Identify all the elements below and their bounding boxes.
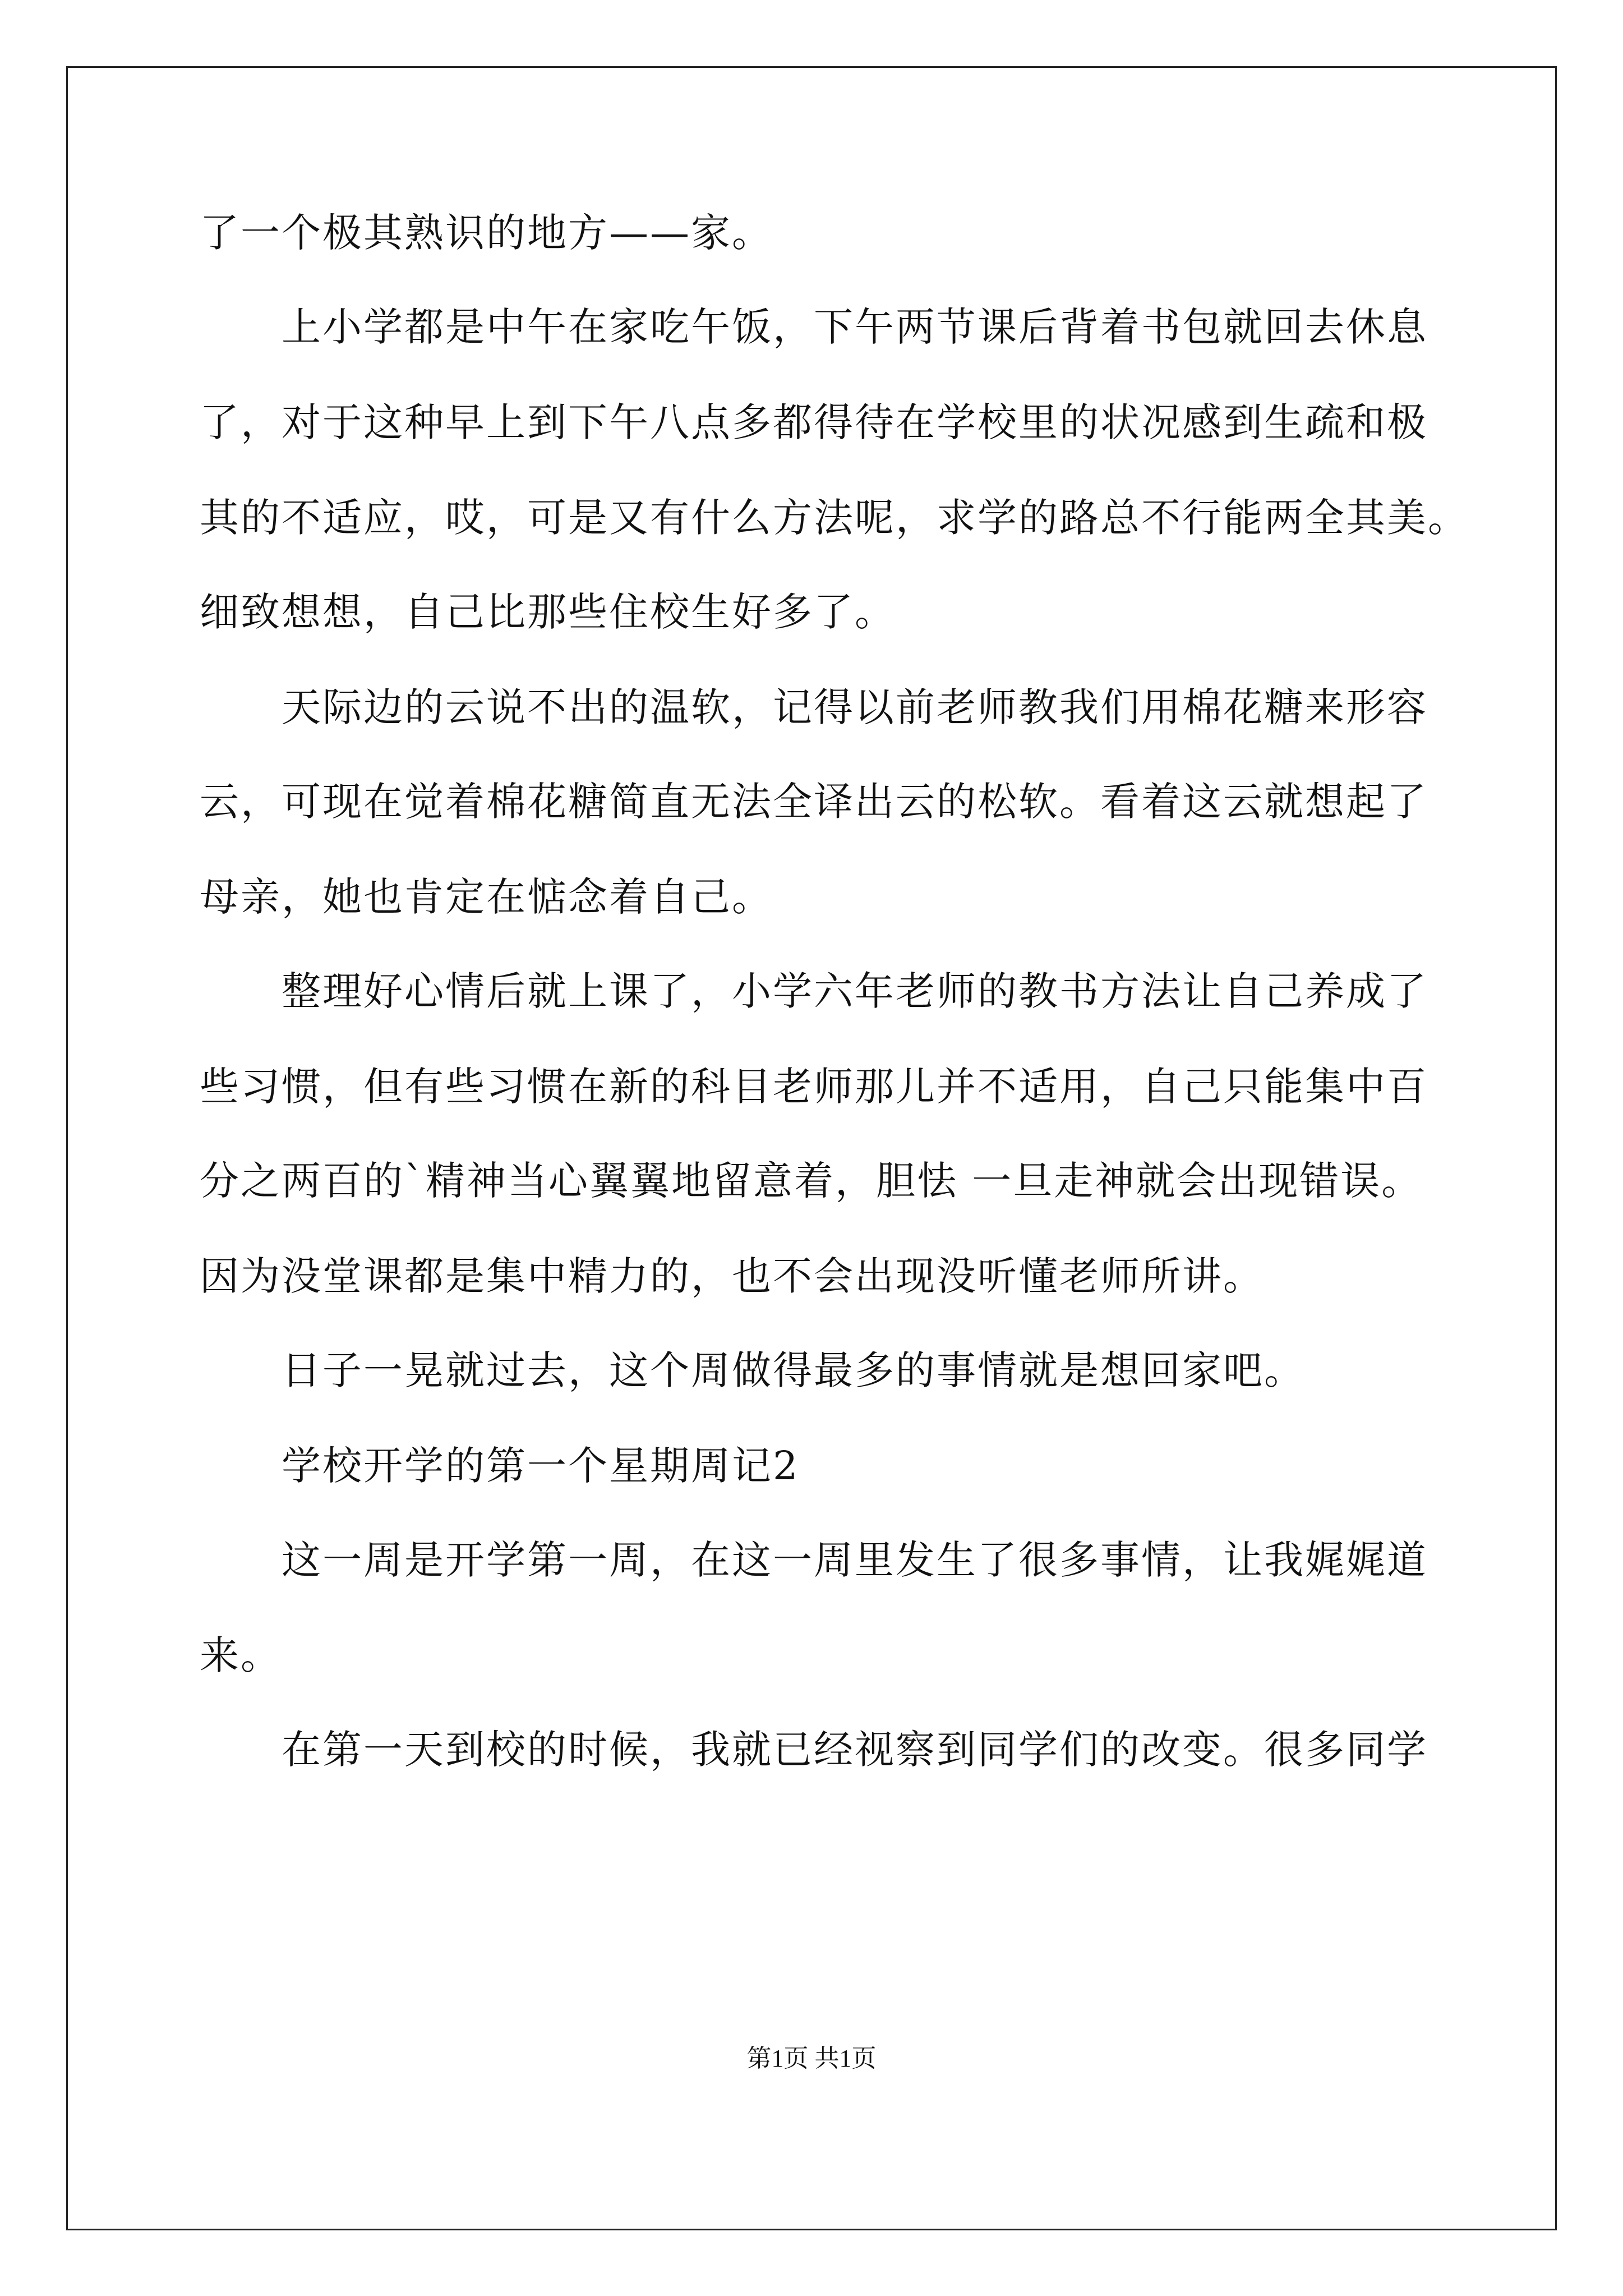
section-heading: 学校开学的第一个星期周记2	[282, 1443, 800, 1489]
page-border	[66, 66, 1557, 2230]
text-line: 母亲，她也肯定在惦念着自己。	[200, 874, 773, 920]
text-line: 因为没堂课都是集中精力的，也不会出现没听懂老师所讲。	[200, 1253, 1264, 1299]
paragraph-start-line: 在第一天到校的时候，我就已经视察到同学们的改变。很多同学	[282, 1727, 1428, 1773]
text-line: 些习惯，但有些习惯在新的科目老师那儿并不适用，自己只能集中百	[200, 1064, 1428, 1110]
text-line: 其的不适应，哎，可是又有什么方法呢，求学的路总不行能两全其美。	[200, 495, 1469, 541]
paragraph-start-line: 天际边的云说不出的温软，记得以前老师教我们用棉花糖来形容	[282, 684, 1428, 730]
text-line: 云，可现在觉着棉花糖简直无法全译出云的松软。看着这云就想起了	[200, 779, 1428, 825]
text-line: 细致想想，自己比那些住校生好多了。	[200, 589, 896, 635]
paragraph-start-line: 日子一晃就过去，这个周做得最多的事情就是想回家吧。	[282, 1347, 1305, 1393]
text-line: 了，对于这种早上到下午八点多都得待在学校里的状况感到生疏和极	[200, 399, 1428, 445]
text-line: 分之两百的`精神当心翼翼地留意着，胆怯 一旦走神就会出现错误。	[200, 1158, 1423, 1204]
text-line: 来。	[200, 1632, 282, 1678]
page-number-footer: 第1页 共1页	[746, 2045, 877, 2072]
paragraph-start-line: 整理好心情后就上课了，小学六年老师的教书方法让自己养成了	[282, 968, 1428, 1014]
paragraph-start-line: 上小学都是中午在家吃午饭，下午两节课后背着书包就回去休息	[282, 304, 1428, 350]
paragraph-start-line: 这一周是开学第一周，在这一周里发生了很多事情，让我娓娓道	[282, 1537, 1428, 1583]
text-line: 了一个极其熟识的地方——家。	[200, 210, 773, 256]
